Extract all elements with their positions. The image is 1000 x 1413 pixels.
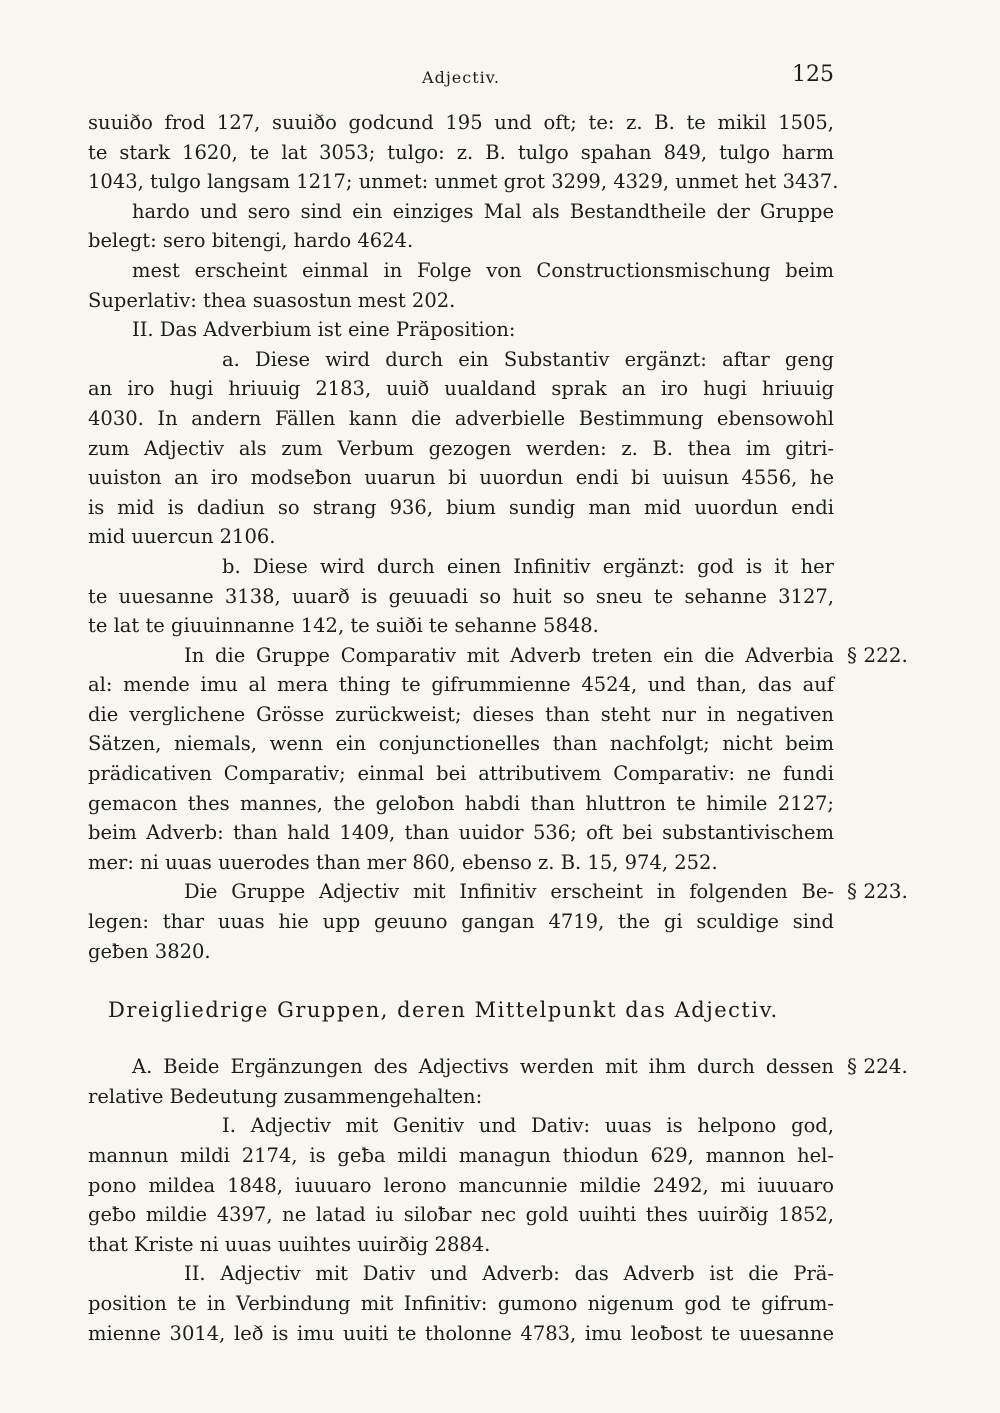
text-line: an iro hugi hriuuig 2183, uuið uualdand sprak an iro hugi hriuuig bbox=[88, 377, 834, 401]
text-line: mid uuercun 2106. bbox=[88, 525, 276, 549]
text-line: Sätzen, niemals, wenn ein conjunctionelles than nachfolgt; nicht beim bbox=[88, 732, 834, 756]
text-line: mest erscheint einmal in Folge von Constructionsmischung beim bbox=[132, 258, 834, 282]
text-line: legen: thar uuas hie upp geuuno gangan 4719, the gi sculdige sind bbox=[88, 910, 834, 934]
paragraph-subsection-b bbox=[88, 552, 834, 641]
paragraph-examples bbox=[88, 108, 839, 197]
text-line: that Kriste ni uuas uuihtes uuirðig 2884. bbox=[88, 1232, 491, 1256]
paragraph-hardo-sero bbox=[88, 197, 834, 256]
page-body bbox=[88, 108, 908, 1348]
paragraph-section-224 bbox=[88, 1052, 908, 1111]
text-line: geƀen 3820. bbox=[88, 939, 211, 963]
text-line: position te in Verbindung mit Infinitiv: gumono nigenum god te gifrum- bbox=[88, 1291, 834, 1315]
text-line: te uuesanne 3138, uuarð is geuuadi so huit so sneu te sehanne 3127, bbox=[88, 584, 834, 608]
page-header bbox=[88, 62, 834, 92]
paragraph-item-ii bbox=[88, 1259, 834, 1348]
section-mark-223: § 223. bbox=[847, 879, 908, 904]
text-line: 1043, tulgo langsam 1217; unmet: unmet grot 3299, 4329, unmet het 3437. bbox=[88, 170, 839, 194]
text-line: hardo und sero sind ein einziges Mal als Bestandtheile der Gruppe bbox=[132, 199, 834, 223]
paragraph-item-i bbox=[88, 1111, 834, 1259]
text-line: uuiston an iro modseƀon uuarun bi uuordun endi bi uuisun 4556, he bbox=[88, 466, 834, 490]
text-line: zum Adjectiv als zum Verbum gezogen werden: z. B. thea im gitri- bbox=[88, 436, 834, 460]
paragraph-section-222 bbox=[88, 641, 908, 878]
text-line: prädicativen Comparativ; einmal bei attributivem Comparativ: ne fundi bbox=[88, 762, 834, 786]
paragraph-section-ii bbox=[88, 315, 834, 345]
text-line: mer: ni uuas uuerodes than mer 860, ebenso z. B. 15, 974, 252. bbox=[88, 850, 718, 874]
text-line: geƀo mildie 4397, ne latad iu siloƀar nec gold uuihti thes uuirðig 1852, bbox=[88, 1203, 834, 1227]
text-line: is mid is dadiun so strang 936, bium sundig man mid uuordun endi bbox=[88, 495, 834, 519]
paragraph-section-223 bbox=[88, 877, 908, 966]
text-line: In die Gruppe Comparativ mit Adverb treten ein die Adverbia bbox=[184, 643, 834, 667]
text-line: 4030. In andern Fällen kann die adverbielle Bestimmung ebensowohl bbox=[88, 406, 834, 430]
paragraph-mest bbox=[88, 256, 834, 315]
text-line: beim Adverb: than hald 1409, than uuidor 536; oft bei substantivischem bbox=[88, 821, 834, 845]
text-line: mannun mildi 2174, is geƀa mildi managun thiodun 629, mannon hel- bbox=[88, 1144, 834, 1167]
text-line: b. Diese wird durch einen Infinitiv ergänzt: god is it her bbox=[222, 554, 834, 578]
text-line: Die Gruppe Adjectiv mit Infinitiv erscheint in folgenden Be- bbox=[184, 880, 834, 904]
section-mark-222: § 222. bbox=[847, 642, 908, 667]
text-line: te lat te giuuinnanne 142, te suiði te sehanne 5848. bbox=[88, 614, 599, 638]
page-number: 125 bbox=[792, 62, 834, 87]
text-line: al: mende imu al mera thing te gifrummienne 4524, und than, das auf bbox=[88, 673, 834, 697]
text-line: pono mildea 1848, iuuuaro lerono mancunnie mildie 2492, mi iuuuaro bbox=[88, 1173, 834, 1197]
running-title: Adjectiv. bbox=[422, 68, 500, 87]
text-line: Superlativ: thea suasostun mest 202. bbox=[88, 288, 456, 312]
text-line: die verglichene Grösse zurückweist; dieses than steht nur in negativen bbox=[88, 702, 834, 726]
text-line: a. Diese wird durch ein Substantiv ergänzt: aftar geng bbox=[222, 347, 834, 371]
text-line: suuiðo frod 127, suuiðo godcund 195 und oft; te: z. B. te mikil 1505, bbox=[88, 111, 834, 134]
text-line: I. Adjectiv mit Genitiv und Dativ: uuas is helpono god, bbox=[222, 1114, 834, 1138]
paragraph-subsection-a bbox=[88, 345, 834, 552]
text-line: gemacon thes mannes, the geloƀon habdi than hluttron te himile 2127; bbox=[88, 791, 834, 815]
text-line: relative Bedeutung zusammengehalten: bbox=[88, 1084, 483, 1108]
text-line: belegt: sero bitengi, hardo 4624. bbox=[88, 229, 414, 253]
text-line: II. Adjectiv mit Dativ und Adverb: das Adverb ist die Prä- bbox=[184, 1262, 834, 1286]
text-line: te stark 1620, te lat 3053; tulgo: z. B. tulgo spahan 849, tulgo harm bbox=[88, 140, 834, 164]
section-heading: Dreigliedrige Gruppen, deren Mittelpunkt das Adjectiv. bbox=[108, 998, 779, 1023]
text-line: II. Das Adverbium ist eine Präposition: bbox=[132, 318, 516, 342]
text-line: mienne 3014, leð is imu uuiti te tholonne 4783, imu leoƀost te uuesanne bbox=[88, 1321, 834, 1345]
section-mark-224: § 224. bbox=[847, 1054, 908, 1079]
text-line: A. Beide Ergänzungen des Adjectivs werden mit ihm durch dessen bbox=[132, 1055, 834, 1079]
